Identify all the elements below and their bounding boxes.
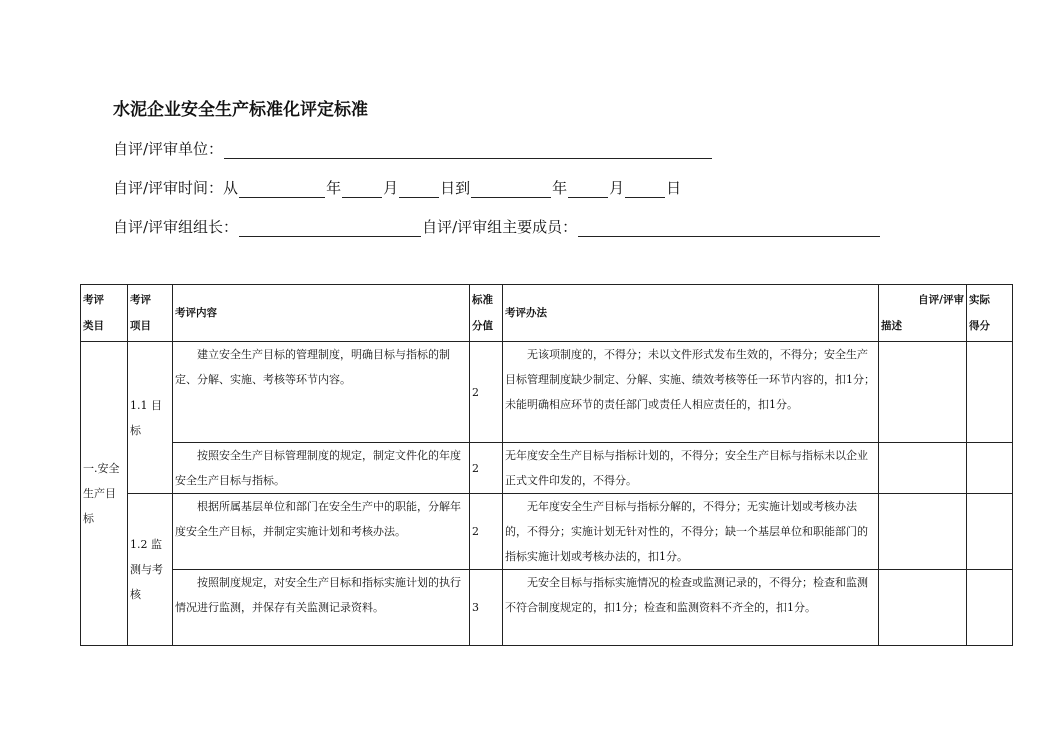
content-cell: 按照安全生产目标管理制度的规定，制定文件化的年度安全生产目标与指标。 [173, 443, 470, 494]
content-cell: 建立安全生产目标的管理制度，明确目标与指标的制定、分解、实施、考核等环节内容。 [173, 342, 470, 443]
table-row [81, 570, 1013, 646]
table-row [81, 443, 1013, 494]
table-row [81, 342, 1013, 443]
actual-score-cell[interactable] [967, 570, 1013, 646]
content-cell: 根据所属基层单位和部门在安全生产中的职能，分解年度安全生产目标，并制定实施计划和考核办法。 [173, 494, 470, 570]
year-label-1: 年 [326, 179, 342, 197]
month-label-1: 月 [383, 179, 399, 197]
item-header [128, 285, 173, 342]
day-label-2: 日 [666, 179, 682, 197]
end-month-blank[interactable] [568, 183, 608, 198]
actual-score-cell[interactable] [967, 494, 1013, 570]
evaluation-table [80, 284, 1013, 646]
actual-score-cell[interactable] [967, 443, 1013, 494]
table-row [81, 494, 1013, 570]
method-cell: 无安全目标与指标实施情况的检查或监测记录的，不得分；检查和监测不符合制度规定的，扣1分；检查和监测资料不齐全的，扣1分。 [503, 570, 879, 646]
item-cell: 1.1 目标 [128, 342, 173, 494]
category-cell: 一.安全生产目标 [81, 342, 128, 646]
category-header-line1: 考评 [83, 294, 104, 306]
item-cell: 1.2 监测与考核 [128, 494, 173, 646]
content-header: 考评内容 [173, 285, 470, 342]
actual-header-line2: 得分 [969, 320, 990, 332]
leader-blank[interactable] [239, 222, 421, 237]
actual-score-header [967, 285, 1013, 342]
time-label: 自评/评审时间：从 [113, 179, 239, 197]
score-cell: 2 [470, 342, 503, 443]
description-header [879, 285, 967, 342]
month-label-2: 月 [609, 179, 625, 197]
members-blank[interactable] [578, 222, 880, 237]
category-header [81, 285, 128, 342]
item-header-line2: 项目 [130, 320, 151, 332]
score-cell: 2 [470, 443, 503, 494]
score-header-line2: 分值 [472, 320, 493, 332]
start-month-blank[interactable] [342, 183, 382, 198]
method-cell: 无年度安全生产目标与指标分解的，不得分；无实施计划或考核办法的，不得分；实施计划无针对性的，不得分；缺一个基层单位和职能部门的指标实施计划或考核办法的，扣1分。 [503, 494, 879, 570]
actual-score-cell[interactable] [967, 342, 1013, 443]
description-header-line2: 描述 [881, 320, 902, 332]
table-header-row [81, 285, 1013, 342]
document-title: 水泥企业安全生产标准化评定标准 [113, 100, 368, 120]
score-cell: 3 [470, 570, 503, 646]
score-header [470, 285, 503, 342]
end-day-blank[interactable] [625, 183, 665, 198]
score-header-line1: 标准 [472, 294, 493, 306]
start-day-blank[interactable] [399, 183, 439, 198]
team-line [113, 216, 881, 237]
description-cell[interactable] [879, 443, 967, 494]
score-cell: 2 [470, 494, 503, 570]
method-cell: 无年度安全生产目标与指标计划的，不得分；安全生产目标与指标未以企业正式文件印发的，不得分。 [503, 443, 879, 494]
content-cell: 按照制度规定，对安全生产目标和指标实施计划的执行情况进行监测，并保存有关监测记录资料。 [173, 570, 470, 646]
unit-label: 自评/评审单位： [113, 140, 224, 158]
year-label-2: 年 [552, 179, 568, 197]
description-header-line1: 自评/评审 [918, 294, 964, 306]
end-year-blank[interactable] [471, 183, 551, 198]
method-cell: 无该项制度的，不得分；未以文件形式发布生效的，不得分；安全生产目标管理制度缺少制定、分解、实施、绩效考核等任一环节内容的，扣1分；未能明确相应环节的责任部门或责任人相应责任的，扣1分。 [503, 342, 879, 443]
actual-header-line1: 实际 [969, 294, 990, 306]
description-cell[interactable] [879, 342, 967, 443]
category-header-line2: 类目 [83, 320, 104, 332]
unit-line [113, 138, 713, 159]
method-header: 考评办法 [503, 285, 879, 342]
item-header-line1: 考评 [130, 294, 151, 306]
start-year-blank[interactable] [239, 183, 325, 198]
day-to-label: 日到 [440, 179, 471, 197]
unit-blank[interactable] [224, 144, 712, 159]
description-cell[interactable] [879, 570, 967, 646]
time-line [113, 177, 681, 198]
description-cell[interactable] [879, 494, 967, 570]
leader-label: 自评/评审组组长： [113, 218, 239, 236]
members-label: 自评/评审组主要成员： [422, 218, 578, 236]
